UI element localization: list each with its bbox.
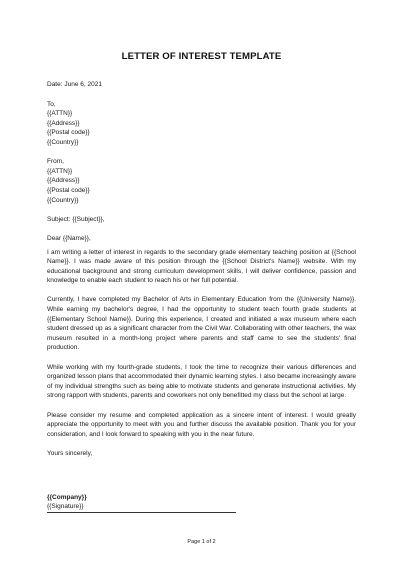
subject-line: Subject: {{Subject}},	[47, 215, 105, 223]
recipient-address: {{Address}}	[47, 119, 80, 127]
page-number: Page 1 of 2	[187, 539, 216, 545]
body-paragraph-3: While working with my fourth-grade students, I took the time to recognize their various differences and organized lesson plans that accommodated their dynamic learning styles. I also became increasingly aware of my individual strengths such as being able to motivate students and generate instructional activities. My strong rapport with students, parents and coworkers not only benefitted my class but the school at large.	[47, 363, 356, 400]
recipient-postal-code: {{Postal code}}	[47, 129, 90, 137]
recipient-attn: {{ATTN}}	[47, 110, 73, 118]
sender-postal-code: {{Postal code}}	[47, 186, 90, 194]
signature-company: {{Company}}	[47, 493, 87, 501]
closing: Yours sincerely,	[47, 449, 93, 457]
body-paragraph-4: Please consider my resume and completed application as a sincere intent of interest. I would greatly appreciate the opportunity to meet with you and further discuss the available position. Thank you for your consideration, and I look forward to speaking with you in the near future.	[47, 411, 356, 438]
body-paragraph-1: I am writing a letter of interest in regards to the secondary grade elementary teaching position at {{School Name}}. I was made aware of this position through the {{School District's Name}} website. With my educational background and strong curriculum development skills, I will deliver confidence, passion and knowledge to enable each student to reach his or her full potential.	[47, 248, 356, 285]
sender-address: {{Address}}	[47, 177, 80, 185]
letter-date: Date: June 6, 2021	[47, 81, 102, 88]
sender-label: From,	[47, 158, 64, 166]
sender-country: {{Country}}	[47, 196, 79, 204]
signature-placeholder: {{Signature}}	[47, 503, 84, 511]
body-paragraph-2: Currently, I have completed my Bachelor of Arts in Elementary Education from the {{University Name}}. While earning my bachelor's degree, I had the opportunity to student teach fourth grade students at {{Elementary School Name}}. During this experience, I created and initiated a wax museum where each student dressed up as a significant character from the Civil War. Collaborating with other teachers, the wax museum resulted in a month-long project where parents and staff came to see the students' final production.	[47, 296, 356, 352]
document-title: LETTER OF INTEREST TEMPLATE	[121, 51, 282, 62]
recipient-label: To,	[47, 100, 56, 108]
sender-block	[47, 157, 356, 205]
recipient-block	[47, 100, 356, 148]
signature-rule	[47, 512, 236, 513]
letter-body	[47, 80, 356, 512]
salutation: Dear {{Name}},	[47, 234, 91, 242]
recipient-country: {{Country}}	[47, 138, 79, 146]
sender-attn: {{ATTN}}	[47, 167, 73, 175]
